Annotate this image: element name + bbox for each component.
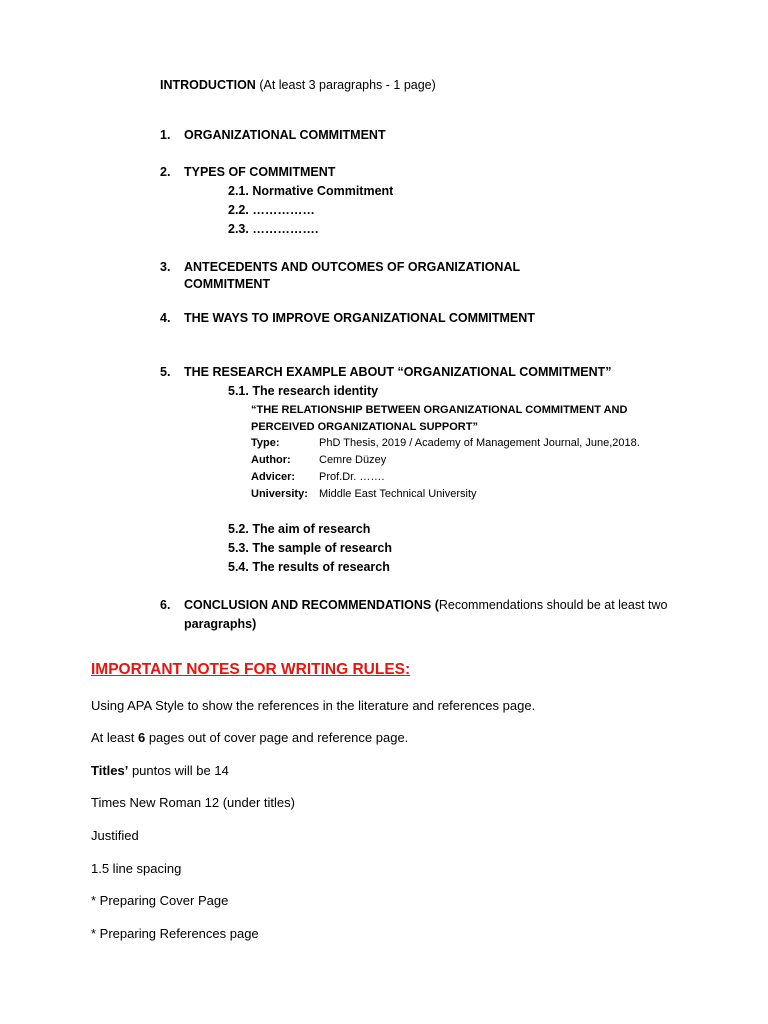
section-5-sub-1: 5.1. The research identity [228,384,379,398]
meta-author-value: Cemre Düzey [319,454,387,466]
note-page-count-post: pages out of cover page and reference page. [145,730,409,745]
note-title-size-bold: Titles’ [91,763,129,778]
section-5-sub-3: 5.3. The sample of research [228,541,392,555]
section-6-title-line-1 [184,597,667,614]
note-line-spacing: 1.5 line spacing [91,861,182,876]
section-3-title-line-2: COMMITMENT [184,277,271,291]
section-5-sub-4: 5.4. The results of research [228,560,390,574]
section-2-number: 2. [160,165,171,179]
meta-advicer-label: Advicer: [251,471,296,483]
section-5-sub-2: 5.2. The aim of research [228,522,371,536]
study-title-line-1: “THE RELATIONSHIP BETWEEN ORGANIZATIONAL COMMITMENT AND [251,404,628,416]
section-4-title: THE WAYS TO IMPROVE ORGANIZATIONAL COMMITMENT [184,311,535,325]
note-apa-style: Using APA Style to show the references in the literature and references page. [91,698,536,713]
section-2-sub-1: 2.1. Normative Commitment [228,184,394,198]
section-4-number: 4. [160,311,171,325]
note-title-size [91,762,229,780]
note-title-size-post: puntos will be 14 [128,763,229,778]
section-2-sub-2: 2.2. …………… [228,203,315,217]
section-6-open-paren: ( [434,598,439,612]
section-6-title-line-2 [184,616,256,633]
note-page-count-pre: At least [91,730,138,745]
introduction-note: (At least 3 paragraphs - 1 page) [259,78,436,92]
meta-type-value: PhD Thesis, 2019 / Academy of Management Journal, June,2018. [319,437,640,449]
section-3-title-line-1: ANTECEDENTS AND OUTCOMES OF ORGANIZATIONAL [184,260,521,274]
introduction-line [160,77,436,94]
section-5-title: THE RESEARCH EXAMPLE ABOUT “ORGANIZATIONAL COMMITMENT” [184,365,612,379]
notes-heading: IMPORTANT NOTES FOR WRITING RULES: [91,661,411,678]
meta-type-label: Type: [251,437,280,449]
note-page-count-number: 6 [137,730,146,745]
section-2-title: TYPES OF COMMITMENT [184,165,336,179]
study-title-line-2: PERCEIVED ORGANIZATIONAL SUPPORT” [251,421,478,433]
note-justified: Justified [91,828,139,843]
meta-author-label: Author: [251,454,291,466]
section-5-number: 5. [160,365,171,379]
section-6-title: CONCLUSION AND RECOMMENDATIONS [184,598,432,612]
meta-advicer-value: Prof.Dr. ……. [319,471,385,483]
note-font: Times New Roman 12 (under titles) [91,795,295,810]
section-6-close-paren: ) [252,617,257,631]
note-references-page: * Preparing References page [91,926,259,941]
meta-university-value: Middle East Technical University [319,488,477,500]
section-3-number: 3. [160,260,171,274]
meta-university-label: University: [251,488,308,500]
note-page-count [91,729,408,747]
section-2-sub-3: 2.3. ……………. [228,222,319,236]
introduction-heading: INTRODUCTION [160,78,256,92]
section-6-number: 6. [160,598,171,612]
section-6-note-line-1: Recommendations should be at least two [438,598,668,612]
section-1-title: ORGANIZATIONAL COMMITMENT [184,128,386,142]
section-6-note-line-2: paragraphs [184,617,253,631]
note-cover-page: * Preparing Cover Page [91,893,229,908]
section-1-number: 1. [160,128,171,142]
